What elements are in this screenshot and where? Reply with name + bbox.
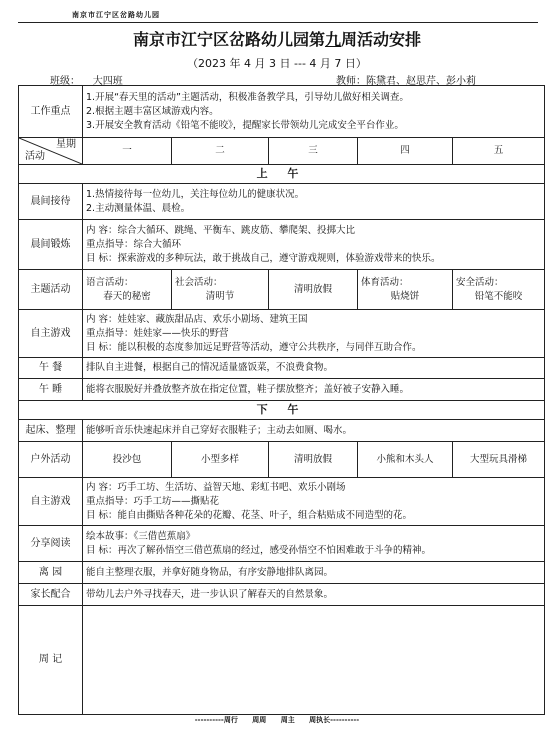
theme-name: 贴烧饼 [390,290,420,302]
focus-label: 工作重点 [19,86,83,138]
class-value: 大四班 [92,76,123,87]
afternoon-section-title: 下 午 [19,401,545,420]
theme-item-safety [453,270,545,310]
theme-name: 铅笔不能咬 [474,290,523,302]
outdoor-tuesday: 小型多样 [172,442,269,478]
nap-content: 能将衣服脱好并叠放整齐放在指定位置，鞋子摆放整齐；盖好被子安静入睡。 [83,379,545,401]
wake-row [19,420,545,442]
page-title [0,27,554,50]
class-label: 班级： [50,76,80,87]
morning-section-title: 上 午 [19,165,545,184]
title-suffix: 周活动安排 [341,30,422,49]
exercise-row [19,220,545,270]
focus-line: 1.开展“春天里的活动”主题活动，积极准备教学具，引导幼儿做好相关调查。 [86,91,409,103]
teacher-label: 教师： [336,76,366,87]
header-tag: 南京市江宁区岔路幼儿园 [72,11,160,19]
outdoor-thursday: 小熊和木头人 [358,442,453,478]
theme-kind: 安全活动： [456,276,504,288]
free-play-line: 重点指导：巧手工坊——撕贴花 [86,495,220,507]
teacher-value: 陈黛君、赵思芹、彭小莉 [366,76,476,87]
title-week: 九 [324,30,341,49]
leave-content: 能自主整理衣服，并拿好随身物品，有序安静地排队离园。 [83,562,545,584]
reception-row [19,184,545,220]
parents-content: 带幼儿去户外寻找春天，进一步认识了解春天的自然景象。 [83,584,545,606]
theme-name: 清明节 [205,290,235,302]
morning-free-play-content [83,310,545,358]
schedule-table [18,85,545,715]
theme-kind: 社会活动： [175,276,223,288]
title-prefix: 南京市江宁区岔路幼儿园第 [132,30,325,49]
weekday-label: 星期 [56,139,76,150]
reading-line: 目 标：再次了解孙悟空三借芭蕉扇的经过，感受孙悟空不怕困难敢于斗争的精神。 [86,544,432,556]
day-friday: 五 [453,138,545,165]
day-tuesday: 二 [172,138,269,165]
footer-signatures [0,715,554,725]
leave-label: 离 园 [19,562,83,584]
wake-content: 能够听音乐快速起床并自己穿好衣服鞋子；主动去如厕、喝水。 [83,420,545,442]
weekly-notes-label: 周 记 [19,606,83,715]
focus-line: 2.根据主题丰富区域游戏内容。 [86,105,219,117]
theme-label: 主题活动 [19,270,83,310]
morning-free-play-label: 自主游戏 [19,310,83,358]
outdoor-row [19,442,545,478]
footer-item: 周执长---------- [309,716,360,724]
leave-row [19,562,545,584]
reading-content [83,526,545,562]
theme-row [19,270,545,310]
reading-row [19,526,545,562]
reception-line: 1.热情接待每一位幼儿，关注每位幼儿的健康状况。 [86,188,305,200]
theme-kind: 体育活动： [361,276,409,288]
free-play-line: 目 标：能自由撕贴各种花朵的花瓣、花茎、叶子，组合粘贴成不同造型的花。 [86,509,413,521]
outdoor-wednesday: 清明放假 [269,442,358,478]
footer-item: 周主 [280,716,295,724]
outdoor-monday: 投沙包 [83,442,172,478]
parents-row [19,584,545,606]
exercise-line: 目 标：探索游戏的多种玩法，敢于挑战自己，遵守游戏规则，体验游戏带来的快乐。 [86,252,441,264]
focus-content [83,86,545,138]
nap-row [19,379,545,401]
header-rule [18,22,538,23]
nap-label: 午 睡 [19,379,83,401]
lunch-label: 午 餐 [19,358,83,379]
theme-kind: 语言活动： [86,276,134,288]
date-range: （2023 年 4 月 3 日 --- 4 月 7 日） [187,57,367,70]
morning-free-play-row [19,310,545,358]
afternoon-free-play-row [19,478,545,526]
afternoon-section-row [19,401,545,420]
activity-label: 活动 [25,151,45,162]
focus-line: 3.开展安全教育活动《铅笔不能咬》，提醒家长带领幼儿完成安全平台作业。 [86,119,404,131]
footer-item: ----------周行 [194,716,238,724]
exercise-line: 重点指导：综合大循环 [86,238,182,250]
weekday-header-corner [19,138,83,165]
outdoor-friday: 大型玩具滑梯 [453,442,545,478]
lunch-content: 排队自主进餐，根据自己的情况适量盛饭菜，不浪费食物。 [83,358,545,379]
weekly-notes-content [83,606,545,715]
day-wednesday: 三 [269,138,358,165]
focus-row [19,86,545,138]
parents-label: 家长配合 [19,584,83,606]
morning-section-row [19,165,545,184]
exercise-content [83,220,545,270]
reading-line: 绘本故事：《三借芭蕉扇》 [86,530,196,542]
exercise-line: 内 容：综合大循环、跳绳、平衡车、跳皮筋、攀爬架、投掷大比 [86,224,356,236]
theme-item-language [83,270,172,310]
outdoor-label: 户外活动 [19,442,83,478]
free-play-line: 重点指导：娃娃家——快乐的野营 [86,327,229,339]
reception-content [83,184,545,220]
theme-item-social [172,270,269,310]
theme-name: 清明放假 [293,283,332,295]
reception-label: 晨间接待 [19,184,83,220]
theme-item-sports [358,270,453,310]
afternoon-free-play-label: 自主游戏 [19,478,83,526]
wake-label: 起床、整理 [19,420,83,442]
day-thursday: 四 [358,138,453,165]
footer-item: 周周 [252,716,267,724]
free-play-line: 目 标：能以积极的态度参加远足野营等活动，遵守公共秩序，与同伴互助合作。 [86,341,422,353]
reading-label: 分享阅读 [19,526,83,562]
lunch-row [19,358,545,379]
reception-line: 2.主动测量体温、晨检。 [86,202,191,214]
day-monday: 一 [83,138,172,165]
theme-name: 春天的秘密 [103,290,151,302]
free-play-line: 内 容：娃娃家、藏族甜品店、欢乐小剧场、建筑王国 [86,313,308,325]
theme-item-holiday [269,270,358,310]
exercise-label: 晨间锻炼 [19,220,83,270]
weekly-notes-row [19,606,545,715]
free-play-line: 内 容：巧手工坊、生活坊、益智天地、彩虹书吧、欢乐小剧场 [86,481,346,493]
weekday-header-row [19,138,545,165]
afternoon-free-play-content [83,478,545,526]
